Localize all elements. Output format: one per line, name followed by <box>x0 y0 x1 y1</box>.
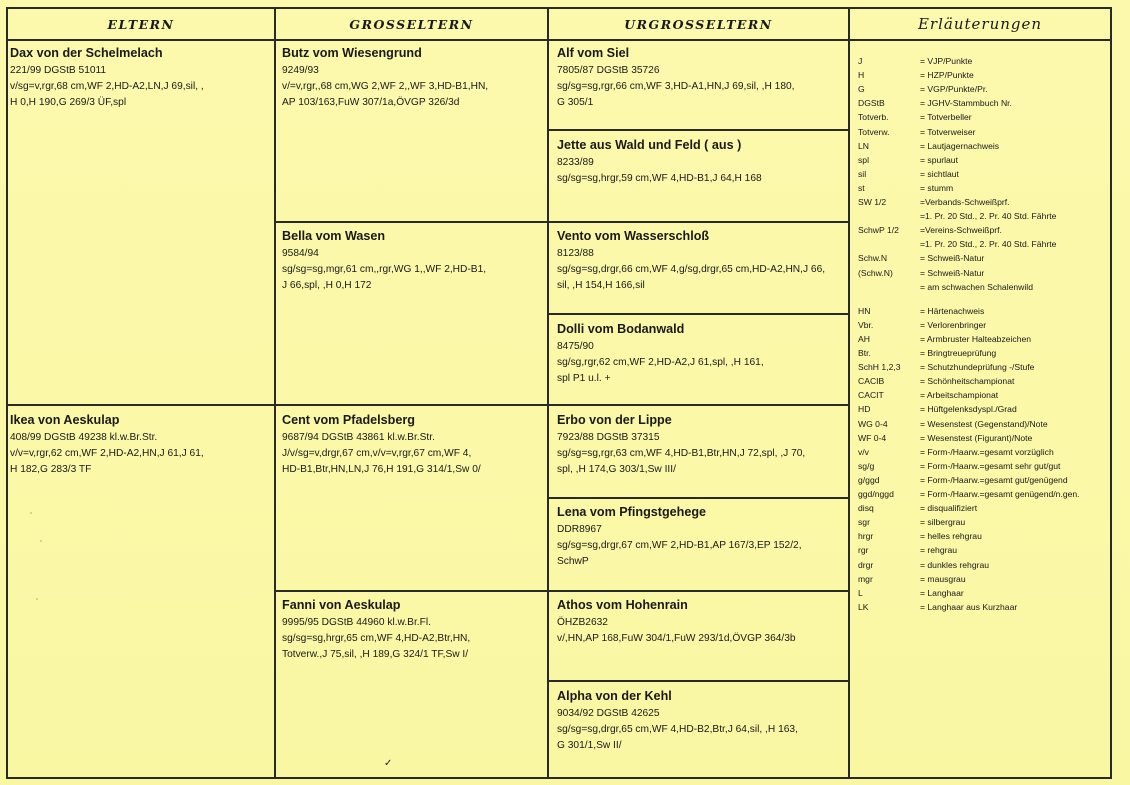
legend-meaning: =1. Pr. 20 Std., 2. Pr. 40 Std. Fährte <box>920 239 1057 250</box>
dog-registration: 8123/88 <box>557 248 594 259</box>
dog-registration: ÖHZB2632 <box>557 617 608 628</box>
dog-details: J 66,spl, ,H 0,H 172 <box>282 280 372 291</box>
legend-meaning: = stumm <box>920 182 954 193</box>
legend-abbreviation: SW 1/2 <box>858 197 887 207</box>
dog-details: v/,HN,AP 168,FuW 304/1,FuW 293/1d,ÖVGP 364/3b <box>557 633 796 644</box>
great-grandparent-7 <box>557 597 796 647</box>
legend-meaning: = am schwachen Schalenwild <box>920 281 1033 292</box>
legend-meaning: = Bringtreueprüfung <box>920 348 997 358</box>
dog-registration: 8475/90 <box>557 341 594 352</box>
row-divider <box>547 129 848 131</box>
legend-abbreviation: SchH 1,2,3 <box>858 362 901 373</box>
dog-details: sg/sg=sg,hrgr,65 cm,WF 4,HD-A2,Btr,HN, <box>282 633 471 644</box>
dog-name: Dax von der Schelmelach <box>10 46 163 60</box>
dog-details: v/v=v,rgr,62 cm,WF 2,HD-A2,HN,J 61,J 61, <box>10 448 204 459</box>
dog-registration: 9584/94 <box>282 248 319 259</box>
dog-registration: 9995/95 DGStB 44960 kl.w.Br.Fl. <box>282 617 431 628</box>
legend-abbreviation: Totverb. <box>858 112 889 123</box>
dog-details: sg/sg=sg,rgr,63 cm,WF 4,HD-B1,Btr,HN,J 72,spl, ,J 70, <box>557 448 806 459</box>
header-divider <box>6 39 1112 41</box>
legend-abbreviation: g/ggd <box>858 474 880 485</box>
legend-meaning: = Arbeitschampionat <box>920 390 999 401</box>
legend-meaning: = VJP/Punkte <box>920 56 973 66</box>
dog-name: Bella vom Wasen <box>282 229 386 243</box>
dog-details: H 182,G 283/3 TF <box>10 464 92 475</box>
legend-meaning: = Form-/Haarw.=gesamt genügend/n.gen. <box>920 489 1080 499</box>
legend-meaning: =Vereins-Schweißprf. <box>920 225 1002 236</box>
legend-abbreviation: LN <box>858 140 869 151</box>
dog-details: G 305/1 <box>557 97 594 108</box>
dog-name: Alpha von der Kehl <box>557 689 672 703</box>
parent-dam <box>10 412 204 478</box>
great-grandparent-6 <box>557 504 802 570</box>
dog-details: H 0,H 190,G 269/3 ÜF,spl <box>10 97 127 108</box>
great-grandparent-2 <box>557 137 762 187</box>
legend-meaning: = HZP/Punkte <box>920 70 974 81</box>
grandparent-2 <box>282 228 486 294</box>
legend-abbreviation: HD <box>858 404 871 415</box>
great-grandparent-3 <box>557 228 825 294</box>
legend-meaning: = Form-/Haarw.=gesamt vorzüglich <box>920 446 1054 457</box>
legend-meaning: = rehgrau <box>920 545 958 556</box>
legend-meaning: = Totverweiser <box>920 126 976 137</box>
row-divider <box>6 404 848 406</box>
legend-meaning: = Langhaar <box>920 587 964 598</box>
legend-meaning: = Schweiß-Natur <box>920 267 985 278</box>
legend-meaning: = sichtlaut <box>920 168 959 179</box>
dog-details: SchwP <box>557 556 589 567</box>
dog-details: G 301/1,Sw II/ <box>557 740 622 751</box>
dog-registration: 7923/88 DGStB 37315 <box>557 432 660 443</box>
dog-details: v/sg=v,rgr,68 cm,WF 2,HD-A2,LN,J 69,sil, , <box>10 81 204 92</box>
legend-abbreviation: HN <box>858 305 871 316</box>
legend-abbreviation: rgr <box>858 545 869 556</box>
legend-meaning: = Härtenachweis <box>920 305 985 316</box>
legend-meaning: = Schweiß-Natur <box>920 253 985 264</box>
dog-details: sil, ,H 154,H 166,sil <box>557 280 645 291</box>
legend-abbreviation: SchwP 1/2 <box>858 225 899 236</box>
legend-meaning: = disqualifiziert <box>920 503 978 514</box>
legend-abbreviation: disq <box>858 503 874 514</box>
legend-abbreviation: G <box>858 84 865 95</box>
dog-registration: 8233/89 <box>557 157 594 168</box>
dog-name: Erbo von der Lippe <box>557 413 672 427</box>
legend-abbreviation: CACIT <box>858 390 884 401</box>
legend-abbreviation: AH <box>858 333 870 344</box>
legend-meaning: = silbergrau <box>920 517 966 528</box>
legend-meaning: = Langhaar aus Kurzhaar <box>920 601 1018 612</box>
legend-meaning: = Armbruster Halteabzeichen <box>920 333 1032 344</box>
dog-details: sg/sg,rgr,62 cm,WF 2,HD-A2,J 61,spl, ,H 161, <box>557 357 764 368</box>
legend-meaning: = Wesenstest (Gegenstand)/Note <box>920 418 1048 429</box>
legend-abbreviation: drgr <box>858 559 874 570</box>
dog-details: AP 103/163,FuW 307/1a,ÖVGP 326/3d <box>282 97 460 108</box>
legend-abbreviation: (Schw.N) <box>858 267 893 278</box>
great-grandparent-8 <box>557 688 798 754</box>
great-grandparent-4 <box>557 321 764 387</box>
dog-name: Jette aus Wald und Feld ( aus ) <box>557 138 742 152</box>
dog-details: sg/sg=sg,drgr,66 cm,WF 4,g/sg,drgr,65 cm,HD-A2,HN,J 66, <box>557 264 826 275</box>
dog-details: Totverw.,J 75,sil, ,H 189,G 324/1 TF,Sw I/ <box>282 649 469 660</box>
dog-registration: 408/99 DGStB 49238 kl.w.Br.Str. <box>10 432 158 443</box>
great-grandparent-1 <box>557 45 795 111</box>
legend-abbreviation: H <box>858 70 865 81</box>
legend-meaning: = Lautjagernachweis <box>920 140 1000 151</box>
legend-meaning: = mausgrau <box>920 573 966 584</box>
great-grandparent-5 <box>557 412 805 478</box>
legend-abbreviation: ggd/nggd <box>858 489 894 499</box>
dog-registration: 221/99 DGStB 51011 <box>10 65 107 76</box>
dog-details: spl, ,H 174,G 303/1,Sw III/ <box>557 464 676 475</box>
dog-registration: 9249/93 <box>282 65 319 76</box>
dog-name: Lena vom Pfingstgehege <box>557 505 707 519</box>
dog-registration: 7805/87 DGStB 35726 <box>557 65 660 76</box>
legend-abbreviation: L <box>858 587 863 598</box>
legend-meaning: =Verbands-Schweißprf. <box>920 197 1010 207</box>
legend-meaning: = helles rehgrau <box>920 531 982 542</box>
header-grosseltern: GROSSELTERN <box>349 16 474 32</box>
column-divider <box>848 7 850 779</box>
legend-meaning: = dunkles rehgrau <box>920 559 990 570</box>
column-divider <box>274 7 276 779</box>
scan-speck <box>36 598 38 600</box>
legend-abbreviation: Btr. <box>858 348 871 358</box>
dog-registration: 9687/94 DGStB 43861 kl.w.Br.Str. <box>282 432 435 443</box>
legend-abbreviation: hrgr <box>858 531 874 542</box>
legend-abbreviation: WF 0-4 <box>858 432 887 443</box>
legend-abbreviation: DGStB <box>858 98 885 109</box>
legend-meaning: = Schönheitschampionat <box>920 376 1015 387</box>
dog-registration: DDR8967 <box>557 524 602 535</box>
grandparent-4 <box>282 597 470 663</box>
legend-abbreviation: WG 0-4 <box>858 418 888 429</box>
dog-details: sg/sg=sg,rgr,66 cm,WF 3,HD-A1,HN,J 69,sil, ,H 180, <box>557 81 795 92</box>
header-urgrosseltern: URGROSSELTERN <box>624 16 773 32</box>
legend-abbreviation: sg/g <box>858 460 875 471</box>
dog-name: Fanni von Aeskulap <box>282 598 401 612</box>
legend-meaning: = JGHV-Stammbuch Nr. <box>920 98 1012 109</box>
dog-details: sg/sg=sg,hrgr,59 cm,WF 4,HD-B1,J 64,H 168 <box>557 173 762 184</box>
legend-meaning: = Totverbeller <box>920 112 972 123</box>
dog-registration: 9034/92 DGStB 42625 <box>557 708 660 719</box>
legend-abbreviation: Vbr. <box>858 319 874 330</box>
scan-speck <box>40 540 42 542</box>
legend-meaning: = Form-/Haarw.=gesamt gut/genügend <box>920 474 1068 485</box>
row-divider <box>547 680 848 682</box>
grandparent-3 <box>282 412 481 478</box>
pen-mark: ✓ <box>384 758 393 769</box>
legend-meaning: = VGP/Punkte/Pr. <box>920 84 988 95</box>
header-eltern: ELTERN <box>107 16 175 32</box>
dog-details: sg/sg=sg,drgr,65 cm,WF 4,HD-B2,Btr,J 64,sil, ,H 163, <box>557 724 798 735</box>
legend-meaning: = Form-/Haarw.=gesamt sehr gut/gut <box>920 460 1061 471</box>
legend-meaning: = Verlorenbringer <box>920 319 987 330</box>
legend-abbreviation: Totverw. <box>858 126 890 137</box>
dog-name: Vento vom Wasserschloß <box>557 229 710 243</box>
row-divider <box>547 313 848 315</box>
legend-meaning: = Schutzhundeprüfung -/Stufe <box>920 362 1035 373</box>
dog-details: v/=v,rgr,,68 cm,WG 2,WF 2,,WF 3,HD-B1,HN, <box>282 81 489 92</box>
scan-speck <box>30 512 32 514</box>
legend-meaning: = spurlaut <box>920 154 958 165</box>
legend-abbreviation: sgr <box>858 517 870 528</box>
legend-abbreviation: st <box>858 182 865 193</box>
dog-name: Dolli vom Bodanwald <box>557 322 685 336</box>
legend-meaning: =1. Pr. 20 Std., 2. Pr. 40 Std. Fährte <box>920 211 1057 222</box>
dog-details: sg/sg=sg,mgr,61 cm,,rgr,WG 1,,WF 2,HD-B1, <box>282 264 487 275</box>
legend-abbreviation: v/v <box>858 446 869 457</box>
parent-sire <box>10 45 204 111</box>
row-divider <box>274 590 848 592</box>
dog-details: spl P1 u.l. + <box>557 373 611 384</box>
dog-name: Alf vom Siel <box>557 46 630 60</box>
dog-name: Ikea von Aeskulap <box>10 413 120 427</box>
legend-abbreviation: mgr <box>858 573 873 584</box>
legend-abbreviation: sil <box>858 168 867 179</box>
dog-name: Athos vom Hohenrain <box>557 598 688 612</box>
dog-details: J/v/sg=v,drgr,67 cm,v/v=v,rgr,67 cm,WF 4, <box>282 448 472 459</box>
dog-details: HD-B1,Btr,HN,LN,J 76,H 191,G 314/1,Sw 0/ <box>282 464 481 475</box>
dog-name: Cent vom Pfadelsberg <box>282 413 415 427</box>
dog-details: sg/sg=sg,drgr,67 cm,WF 2,HD-B1,AP 167/3,EP 152/2, <box>557 540 802 551</box>
legend-abbreviation: J <box>858 56 863 66</box>
legend-abbreviation: LK <box>858 601 869 612</box>
legend-abbreviation: spl <box>858 154 869 165</box>
legend-abbreviation: Schw.N <box>858 253 888 264</box>
legend-meaning: = Wesenstest (Figurant)/Note <box>920 432 1033 443</box>
legend-meaning: = Hüftgelenksdyspl./Grad <box>920 404 1017 415</box>
row-divider <box>274 221 848 223</box>
row-divider <box>547 497 848 499</box>
dog-name: Butz vom Wiesengrund <box>282 46 422 60</box>
legend-abbreviation: CACIB <box>858 376 885 387</box>
header-erlaeuterungen: Erläuterungen <box>917 15 1043 33</box>
grandparent-1 <box>282 45 488 111</box>
column-divider <box>547 7 549 779</box>
